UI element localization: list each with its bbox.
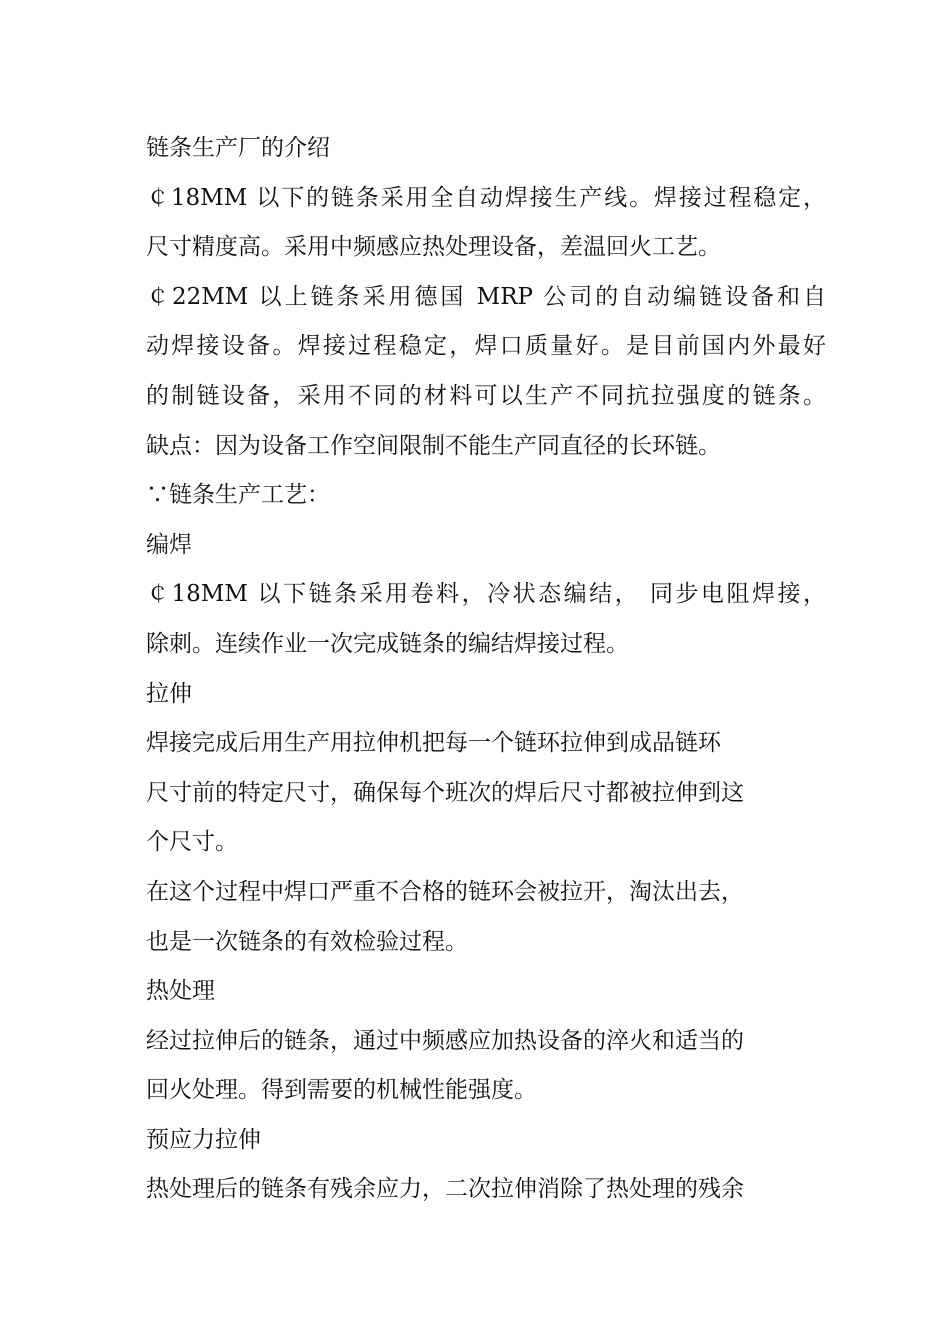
text-line: 链条生产厂的介绍 bbox=[146, 135, 330, 161]
text-line: 除刺。连续作业一次完成链条的编结焊接过程。 bbox=[146, 630, 629, 657]
text-line: 焊接完成后用生产用拉伸机把每一个链环拉伸到成品链环 bbox=[146, 730, 721, 757]
text-line: 热处理后的链条有残余应力，二次拉伸消除了热处理的残余 bbox=[146, 1176, 744, 1203]
document-body bbox=[146, 124, 826, 1215]
text-line: 预应力拉伸 bbox=[146, 1126, 261, 1153]
text-line: ￠18MM 以下的链条采用全自动焊接生产线。焊接过程稳定， bbox=[146, 184, 826, 211]
text-line: 个尺寸。 bbox=[146, 829, 238, 856]
text-line: 经过拉伸后的链条，通过中频感应加热设备的淬火和适当的 bbox=[146, 1027, 744, 1054]
text-line: 回火处理。得到需要的机械性能强度。 bbox=[146, 1077, 537, 1104]
text-line: 尺寸前的特定尺寸，确保每个班次的焊后尺寸都被拉伸到这 bbox=[146, 779, 744, 806]
text-line: 也是一次链条的有效检验过程。 bbox=[146, 928, 468, 955]
text-line: 缺点：因为设备工作空间限制不能生产同直径的长环链。 bbox=[146, 432, 721, 459]
text-line: 动焊接设备。焊接过程稳定，焊口质量好。是目前国内外最好 bbox=[146, 333, 826, 360]
text-line: ￠22MM 以上链条采用德国 MRP 公司的自动编链设备和自 bbox=[146, 283, 826, 310]
text-line: 在这个过程中焊口严重不合格的链环会被拉开，淘汰出去， bbox=[146, 878, 744, 905]
text-line: ∵链条生产工艺： bbox=[146, 482, 330, 509]
text-line: 热处理 bbox=[146, 978, 215, 1005]
text-line: 的制链设备，采用不同的材料可以生产不同抗拉强度的链条。 bbox=[146, 382, 826, 409]
text-line: 拉伸 bbox=[146, 680, 192, 707]
text-line: 尺寸精度高。采用中频感应热处理设备，差温回火工艺。 bbox=[146, 234, 721, 261]
text-line: 编焊 bbox=[146, 531, 192, 558]
text-line: ￠18MM 以下链条采用卷料，冷状态编结， 同步电阻焊接， bbox=[146, 581, 826, 608]
